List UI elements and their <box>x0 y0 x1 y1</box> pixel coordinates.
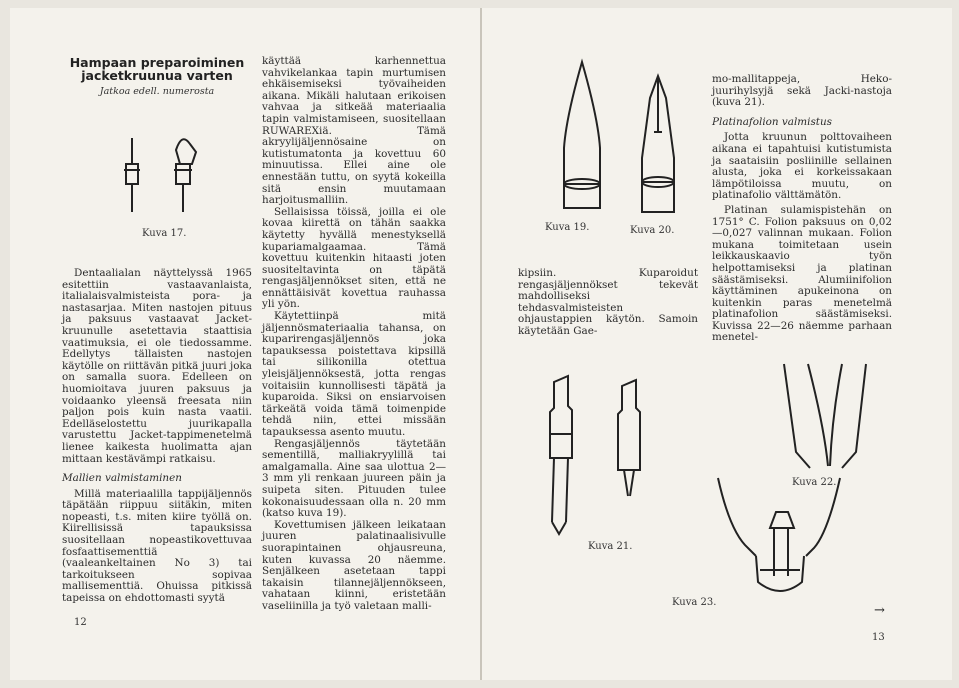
heading-line-2: jacketkruunua varten <box>81 68 233 83</box>
heading-line-1: Hampaan preparoiminen <box>69 55 245 70</box>
section-title-mallien: Mallien valmistaminen <box>62 472 182 485</box>
figure-22-caption: Kuva 22. <box>792 477 837 488</box>
under-figures-paragraph: kipsiin. Kuparoidut rengasjäljennökset tekevät mahdolliseksi tehdasvalmisteisten ohjaustappien käytön. Samoin käytetään Gae- <box>518 267 698 337</box>
right-column <box>712 74 892 344</box>
middle-paragraph-2: Sellaisissa töissä, joilla ei ole kovaa kiirettä on tähän saakka käytetty hyvällä menestyksellä kupariamalgaamaa. Tämä kovettuu kuitenkin hitaasti joten suositeltavinta on täpätä rengasjäljennökset siten, että ne ennättäisivät kovettua rauhassa yli yön. <box>262 205 446 311</box>
continue-arrow: → <box>874 603 885 618</box>
section-paragraph-mallien: Millä materiaalilla tappijäljennös täpätään riippuu siitäkin, miten nopeasti, t.s. miten kiire työllä on. Kiirellisissä tapauksissa suositellaan nopeastikovettuvaa fosfaattisementtiä (vaaleankeltainen No 3) tai tarkoitukseen sopivaa mallisementtiä. Ohuissa pitkissä tapeissa on ehdottomasti syytä <box>62 487 252 605</box>
figure-19-caption: Kuva 19. <box>545 222 590 233</box>
page-number-right: 13 <box>872 632 885 643</box>
section-title-platinafolio: Platinafolion valmistus <box>712 115 832 128</box>
article-heading <box>62 56 252 82</box>
figure-17-caption: Kuva 17. <box>142 228 187 239</box>
under-figures-text <box>518 268 698 338</box>
right-column-intro: mo-mallitappeja, Heko-juurihylsyjä sekä Jacki-nastoja (kuva 21). <box>712 73 892 109</box>
continued-note: Jatkoa edell. numerosta <box>99 86 215 97</box>
platinafolio-paragraph-2: Platinan sulamispistehän on 1751° C. Folion paksuus on 0,02—0,027 valinnan mukaan. Folion mukana toimitetaan usein leikkauskaavio työn helpottamiseksi ja platinan säästämiseksi. Alumiinifolion käyttäminen apukeinona on kuitenkin paras menetelmä platinafolion säästämiseksi. Kuvissa 22—26 näemme parhaan menetel- <box>712 203 892 344</box>
figure-23-root-post <box>690 472 870 604</box>
figure-21-posts <box>528 372 663 542</box>
platinafolio-paragraph-1: Jotta kruunun polttovaiheen aikana ei tapahtuisi kutistumista ja saataisiin posliinille sellainen alusta, joka ei korkeissakaan lämpötiloissa muutu, on platinafolio välttämätön. <box>712 131 892 202</box>
figure-19-tapered-die <box>552 58 612 218</box>
figure-17-posts <box>112 130 222 220</box>
figure-20-caption: Kuva 20. <box>630 225 675 236</box>
figure-20-guided-die <box>628 66 688 216</box>
middle-paragraph-4: Rengasjäljennös täytetään sementillä, malliakryylillä tai amalgamalla. Aine saa ulottua 2—3 mm yli renkaan juureen päin ja suipeta siten. Pituuden tulee kokonaisuudessaan olla n. 20 mm (katso kuva 19). <box>262 437 446 520</box>
middle-paragraph-1: käyttää karhennettua vahvikelankaa tapin murtumisen ehkäisemiseksi työvaiheiden aikana. Mikäli halutaan erikoisen vahvaa ja sitkeää materiaalia tapin valmistamiseen, suositellaan RUWAREXiä. Tämä akryylijäljennösaine on kutistumatonta ja kovettuu 60 minuutissa. Ellei aine ole ennestään tuttu, on syytä kokeilla sitä ensin muutamaan harjoitusmalliin. <box>262 55 446 207</box>
figure-22-crown-prep <box>770 356 880 476</box>
page-number-left: 12 <box>74 617 87 628</box>
intro-paragraph: Dentaalialan näyttelyssä 1965 esitettiin vastaavanlaista, italialaisvalmisteista pora- ja nastasarjaa. Miten nastojen pituus ja paksuus vastaavat Jacket-kruunulle asetettavia staattisia vaatimuksia, ei ole tiedossamme. Edellytys tällaisten nastojen käytölle on riittävän pitkä juuri joka on samalla suora. Edelleen on huomioitava juuren paksuus ja voidaanko yleensä freesata niin paljon pois kuin nasta vaatii. Edelläselostettu juurikapalla varustettu Jacket-tappimenetelmä lienee kaikesta huolimatta ajan mittaan kestävämpi ratkaisu. <box>62 267 252 465</box>
figure-23-caption: Kuva 23. <box>672 597 717 608</box>
left-column <box>62 268 252 605</box>
middle-paragraph-3: Käytettiinpä mitä jäljennösmateriaalia tahansa, on kuparirengasjäljennös joka tapauksessa poistettava kipsillä tai silikonilla otettua yleisjäljennöksestä, jotta rengas voitaisiin kunnollisesti täpätä ja kuparoida. Siksi on ensiarvoisen tärkeätä voida tämä toimenpide tehdä niin, ettei missään tapauksessa asento muutu. <box>262 310 446 438</box>
middle-column <box>262 56 446 613</box>
middle-paragraph-5: Kovettumisen jälkeen leikataan juuren palatinaalisivulle suorapintainen ohjausreuna, kuten kuvassa 20 näemme. Senjälkeen asetetaan tappi takaisin tilannejäljennökseen, vahataan kiinni, eristetään vaseliinilla ja työ valetaan malli- <box>262 518 446 612</box>
figure-21-caption: Kuva 21. <box>588 541 633 552</box>
